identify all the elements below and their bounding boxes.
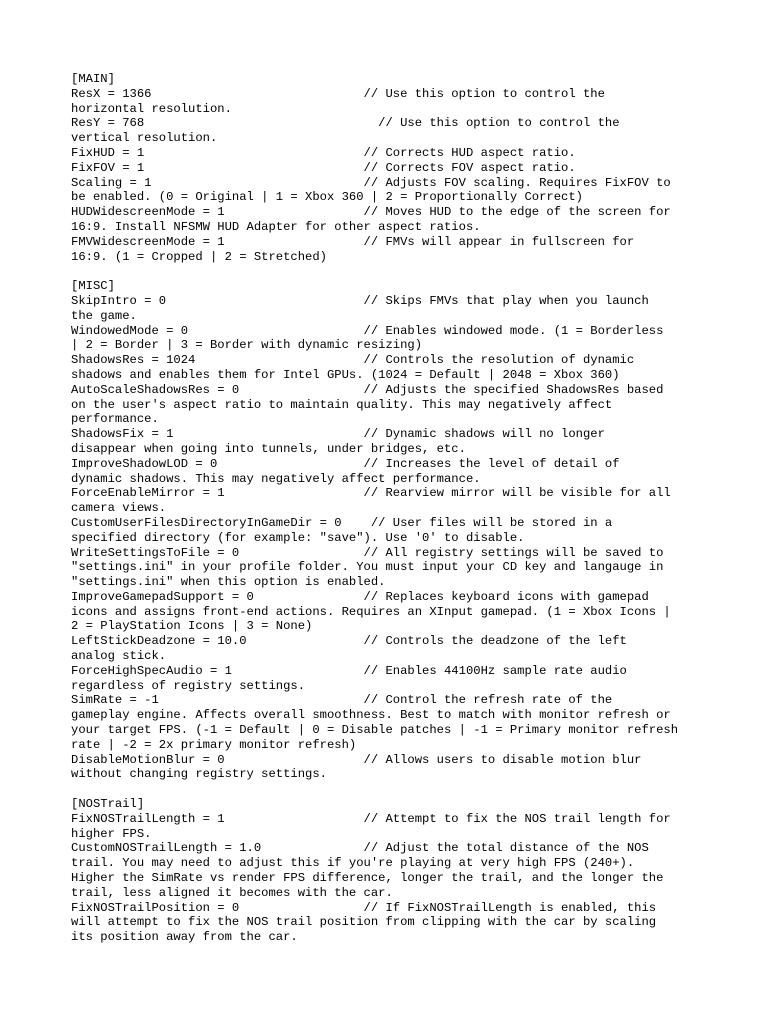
config-line: vertical resolution. bbox=[71, 131, 218, 146]
config-line: higher FPS. bbox=[71, 826, 152, 841]
config-line: icons and assigns front-end actions. Requires an XInput gamepad. (1 = Xbox Icons | bbox=[71, 604, 671, 619]
config-line: ForceEnableMirror = 1 // Rearview mirror will be visible for all bbox=[71, 486, 671, 501]
config-line: gameplay engine. Affects overall smoothness. Best to match with monitor refresh or bbox=[71, 708, 671, 723]
section-header: [MAIN] bbox=[71, 72, 115, 86]
config-line: AutoScaleShadowsRes = 0 // Adjusts the specified ShadowsRes based bbox=[71, 382, 664, 397]
config-line: ImproveGamepadSupport = 0 // Replaces keyboard icons with gamepad bbox=[71, 589, 649, 604]
blank-line bbox=[71, 782, 711, 797]
config-line: your target FPS. (-1 = Default | 0 = Disable patches | -1 = Primary monitor refresh bbox=[71, 723, 679, 738]
config-line: trail. You may need to adjust this if you're playing at very high FPS (240+). bbox=[71, 856, 635, 871]
section-header: [MISC] bbox=[71, 279, 115, 294]
config-line: SimRate = -1 // Control the refresh rate of the bbox=[71, 693, 613, 708]
blank-line bbox=[71, 264, 711, 279]
config-line: disappear when going into tunnels, under bridges, etc. bbox=[71, 441, 466, 456]
config-line: WriteSettingsToFile = 0 // All registry settings will be saved to bbox=[71, 545, 664, 560]
config-line: HUDWidescreenMode = 1 // Moves HUD to the edge of the screen for bbox=[71, 205, 671, 220]
config-line: performance. bbox=[71, 412, 159, 427]
config-line: ResY = 768 // Use this option to control the bbox=[71, 116, 620, 131]
config-line: SkipIntro = 0 // Skips FMVs that play when you launch bbox=[71, 293, 649, 308]
config-line: FMVWidescreenMode = 1 // FMVs will appear in fullscreen for bbox=[71, 234, 635, 249]
config-line: Scaling = 1 // Adjusts FOV scaling. Requires FixFOV to bbox=[71, 175, 671, 190]
config-line: ShadowsRes = 1024 // Controls the resolution of dynamic bbox=[71, 353, 635, 368]
config-line: DisableMotionBlur = 0 // Allows users to disable motion blur bbox=[71, 752, 642, 767]
config-line: 16:9. Install NFSMW HUD Adapter for other aspect ratios. bbox=[71, 219, 481, 234]
config-line: will attempt to fix the NOS trail position from clipping with the car by scaling bbox=[71, 915, 657, 930]
config-line: FixNOSTrailLength = 1 // Attempt to fix the NOS trail length for bbox=[71, 811, 671, 826]
config-line: rate | -2 = 2x primary monitor refresh) bbox=[71, 737, 357, 752]
section-header: [NOSTrail] bbox=[71, 797, 145, 812]
config-line: 2 = PlayStation Icons | 3 = None) bbox=[71, 619, 313, 634]
config-line: analog stick. bbox=[71, 649, 167, 664]
config-line: ShadowsFix = 1 // Dynamic shadows will no longer bbox=[71, 427, 605, 442]
config-line: LeftStickDeadzone = 10.0 // Controls the deadzone of the left bbox=[71, 634, 627, 649]
config-line: CustomUserFilesDirectoryInGameDir = 0 // User files will be stored in a bbox=[71, 515, 613, 530]
config-line: FixNOSTrailPosition = 0 // If FixNOSTrailLength is enabled, this bbox=[71, 900, 657, 915]
config-line: FixHUD = 1 // Corrects HUD aspect ratio. bbox=[71, 145, 576, 160]
config-line: its position away from the car. bbox=[71, 930, 298, 945]
config-line: the game. bbox=[71, 308, 137, 323]
config-line: ImproveShadowLOD = 0 // Increases the level of detail of bbox=[71, 456, 620, 471]
config-line: specified directory (for example: "save"). Use '0' to disable. bbox=[71, 530, 525, 545]
config-line: trail, less aligned it becomes with the car. bbox=[71, 885, 393, 900]
config-line: ResX = 1366 // Use this option to control the bbox=[71, 86, 605, 101]
config-line: 16:9. (1 = Cropped | 2 = Stretched) bbox=[71, 249, 327, 264]
config-line: "settings.ini" in your profile folder. You must input your CD key and langauge in bbox=[71, 560, 664, 575]
config-line: Higher the SimRate vs render FPS difference, longer the trail, and the longer the bbox=[71, 871, 664, 886]
config-line: "settings.ini" when this option is enabled. bbox=[71, 575, 386, 590]
config-document bbox=[71, 72, 711, 945]
config-line: horizontal resolution. bbox=[71, 101, 232, 116]
config-line: regardless of registry settings. bbox=[71, 678, 306, 693]
config-line: FixFOV = 1 // Corrects FOV aspect ratio. bbox=[71, 160, 576, 175]
config-line: on the user's aspect ratio to maintain quality. This may negatively affect bbox=[71, 397, 613, 412]
config-line: be enabled. (0 = Original | 1 = Xbox 360 | 2 = Proportionally Correct) bbox=[71, 190, 583, 205]
config-line: camera views. bbox=[71, 501, 167, 516]
config-line: shadows and enables them for Intel GPUs. (1024 = Default | 2048 = Xbox 360) bbox=[71, 367, 620, 382]
config-line: WindowedMode = 0 // Enables windowed mode. (1 = Borderless bbox=[71, 323, 664, 338]
config-line: ForceHighSpecAudio = 1 // Enables 44100Hz sample rate audio bbox=[71, 663, 627, 678]
config-line: CustomNOSTrailLength = 1.0 // Adjust the total distance of the NOS bbox=[71, 841, 649, 856]
config-line: without changing registry settings. bbox=[71, 767, 327, 782]
config-line: | 2 = Border | 3 = Border with dynamic resizing) bbox=[71, 338, 423, 353]
config-line: dynamic shadows. This may negatively affect performance. bbox=[71, 471, 481, 486]
